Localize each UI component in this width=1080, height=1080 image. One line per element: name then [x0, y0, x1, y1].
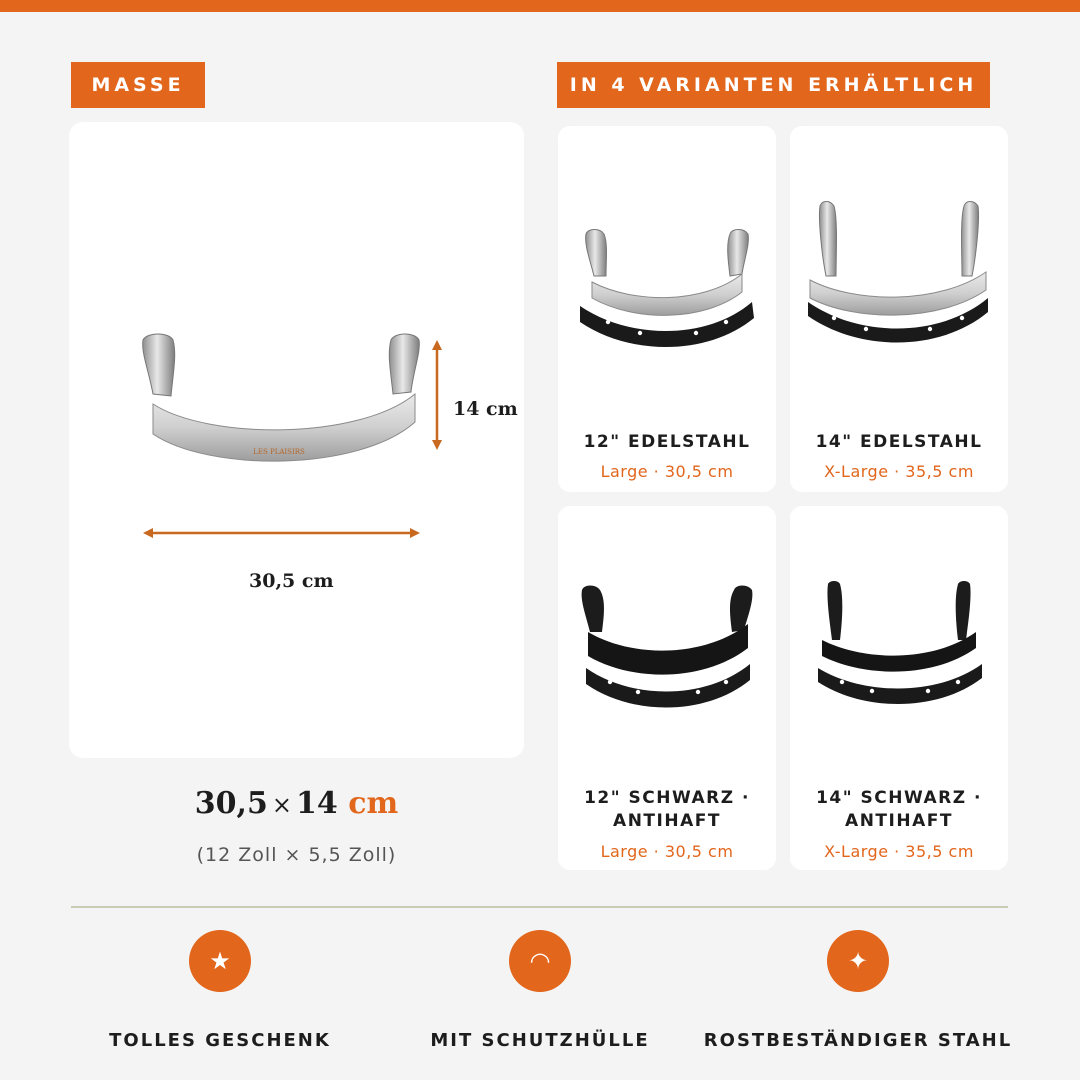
sparkle-icon: ✦	[827, 930, 889, 992]
size-times: ×	[271, 791, 292, 819]
variant-subtitle: Large · 30,5 cm	[600, 462, 734, 481]
top-accent-bar	[0, 0, 1080, 12]
variant-image-steel-12	[558, 126, 776, 386]
feature-label: MIT SCHUTZHÜLLE	[430, 1030, 650, 1051]
variant-card-14-steel[interactable]	[790, 126, 1008, 492]
width-dimension-arrow	[143, 528, 420, 538]
variant-subtitle: X-Large · 35,5 cm	[824, 462, 974, 481]
variant-subtitle: X-Large · 35,5 cm	[824, 842, 974, 861]
size-headline	[69, 786, 524, 821]
variant-title: 14" EDELSTAHL	[815, 432, 983, 452]
height-dimension-arrow	[432, 340, 442, 450]
size-unit: cm	[348, 786, 399, 821]
feature-cover	[370, 930, 710, 1051]
variant-image-black-14	[790, 506, 1008, 766]
star-icon: ★	[189, 930, 251, 992]
dimensions-section-tag: MASSE	[71, 62, 205, 108]
feature-gift	[50, 930, 390, 1051]
variant-subtitle: Large · 30,5 cm	[600, 842, 734, 861]
variant-title: 12" EDELSTAHL	[583, 432, 751, 452]
section-divider	[71, 906, 1008, 908]
size-width-value: 30,5	[194, 786, 268, 821]
variant-image-black-12	[558, 506, 776, 766]
variant-card-12-steel[interactable]	[558, 126, 776, 492]
feature-rustproof	[688, 930, 1028, 1051]
variants-section-tag: IN 4 VARIANTEN ERHÄLTLICH	[557, 62, 990, 108]
blade-logo: LES PLAISIRS	[253, 448, 305, 456]
pizza-cutter-illustration	[69, 122, 524, 758]
size-height-value: 14	[295, 786, 338, 821]
variant-title-line2: ANTIHAFT	[613, 811, 721, 831]
dimensions-card	[69, 122, 524, 758]
feature-label: ROSTBESTÄNDIGER STAHL	[703, 1030, 1013, 1051]
feature-label: TOLLES GESCHENK	[109, 1030, 331, 1051]
variant-title: 12" SCHWARZ ·	[584, 788, 750, 808]
variant-card-12-black[interactable]	[558, 506, 776, 870]
variant-card-14-black[interactable]	[790, 506, 1008, 870]
variant-title: 14" SCHWARZ ·	[816, 788, 982, 808]
arc-icon: ◠	[509, 930, 571, 992]
size-imperial: (12 Zoll × 5,5 Zoll)	[196, 844, 397, 866]
variant-image-steel-14	[790, 126, 1008, 386]
variant-title-line2: ANTIHAFT	[845, 811, 953, 831]
height-label: 14 cm	[453, 398, 518, 420]
width-label: 30,5 cm	[249, 570, 334, 592]
